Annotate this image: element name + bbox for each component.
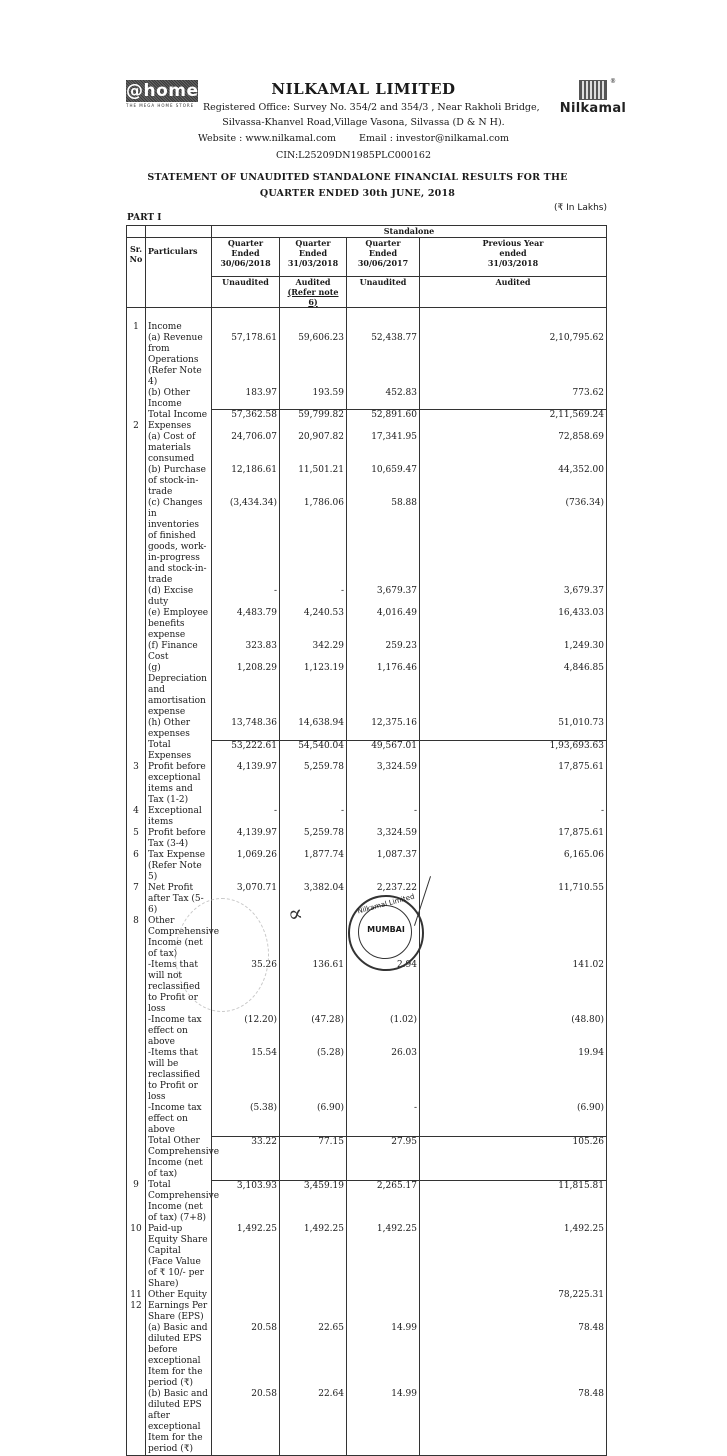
particulars-cell: (b) Other Income bbox=[146, 388, 212, 410]
particulars-cell: Profit before Tax (3-4) bbox=[146, 828, 212, 850]
value-cell: 72,858.69 bbox=[420, 432, 607, 465]
value-cell bbox=[420, 916, 607, 960]
table-row bbox=[127, 432, 607, 465]
sr-no-cell bbox=[127, 1136, 146, 1180]
particulars-cell: Income bbox=[146, 322, 212, 333]
value-cell: 1,492.25 bbox=[420, 1224, 607, 1257]
column-note: (Refer note 6) bbox=[287, 286, 339, 307]
value-cell bbox=[212, 322, 280, 333]
sr-no-cell bbox=[127, 432, 146, 465]
value-cell: 78.48 bbox=[420, 1323, 607, 1389]
particulars-cell: (c) Changes in inventories of finished goods, work-in-progress and stock-in-trade bbox=[146, 498, 212, 586]
sr-no-cell bbox=[127, 663, 146, 718]
sr-no-cell bbox=[127, 333, 146, 388]
particulars-header-bottom bbox=[146, 276, 212, 307]
column-audit-status: Unaudited bbox=[222, 276, 269, 287]
column-header-line1: Previous Year bbox=[482, 238, 544, 248]
table-row bbox=[127, 663, 607, 718]
table-row bbox=[127, 410, 607, 422]
particulars-cell: (d) Excise duty bbox=[146, 586, 212, 608]
column-status bbox=[212, 276, 280, 307]
sr-no-cell: 6 bbox=[127, 850, 146, 883]
value-cell: 16,433.03 bbox=[420, 608, 607, 641]
value-cell: 20,907.82 bbox=[280, 432, 347, 465]
table-row bbox=[127, 498, 607, 586]
value-cell bbox=[212, 1257, 280, 1290]
value-cell: 22.65 bbox=[280, 1323, 347, 1389]
part-label: PART I bbox=[127, 213, 162, 223]
sr-no-cell: 3 bbox=[127, 762, 146, 806]
column-header-line1: Quarter bbox=[227, 238, 264, 248]
value-cell: 17,875.61 bbox=[420, 762, 607, 806]
value-cell: 3,679.37 bbox=[347, 586, 420, 608]
value-cell: 10,659.47 bbox=[347, 465, 420, 498]
value-cell: (6.90) bbox=[280, 1103, 347, 1136]
value-cell: 19.94 bbox=[420, 1048, 607, 1103]
column-header bbox=[280, 238, 347, 277]
value-cell: (47.28) bbox=[280, 1015, 347, 1048]
column-status bbox=[420, 276, 607, 307]
sr-no-cell bbox=[127, 1103, 146, 1136]
value-cell: - bbox=[280, 806, 347, 828]
value-cell bbox=[212, 421, 280, 432]
value-cell: 59,799.82 bbox=[280, 410, 347, 422]
value-cell: - bbox=[280, 586, 347, 608]
value-cell bbox=[347, 1257, 420, 1290]
value-cell: 1,249.30 bbox=[420, 641, 607, 663]
value-cell: 11,501.21 bbox=[280, 465, 347, 498]
sr-header-bottom bbox=[127, 276, 146, 307]
column-header-date: 30/06/2018 bbox=[220, 258, 271, 268]
particulars-cell: Earnings Per Share (EPS) bbox=[146, 1301, 212, 1323]
sr-no-cell bbox=[127, 586, 146, 608]
particulars-cell: (b) Basic and diluted EPS after exceptional Item for the period (₹) bbox=[146, 1389, 212, 1456]
value-cell: (1.02) bbox=[347, 1015, 420, 1048]
table-row bbox=[127, 828, 607, 850]
particulars-cell: (h) Other expenses bbox=[146, 718, 212, 740]
company-name: NILKAMAL LIMITED bbox=[271, 80, 456, 98]
cin: CIN:L25209DN1985PLC000162 bbox=[275, 150, 432, 161]
sr-no-header: Sr. No bbox=[127, 238, 146, 277]
stamp-ring-text: Nilkamal Limited bbox=[356, 892, 416, 916]
value-cell: 17,341.95 bbox=[347, 432, 420, 465]
value-cell bbox=[280, 1257, 347, 1290]
value-cell: 52,891.60 bbox=[347, 410, 420, 422]
address-line-2: Silvassa-Khanvel Road,Village Vasona, Silvassa (D & N H). bbox=[222, 117, 505, 128]
value-cell: 14.99 bbox=[347, 1323, 420, 1389]
value-cell: 4,139.97 bbox=[212, 762, 280, 806]
value-cell: 24,706.07 bbox=[212, 432, 280, 465]
column-header-date: 31/03/2018 bbox=[487, 258, 539, 268]
particulars-cell: (a) Basic and diluted EPS before exceptional Item for the period (₹) bbox=[146, 1323, 212, 1389]
particulars-cell: Expenses bbox=[146, 421, 212, 432]
column-header-line2: Ended bbox=[298, 248, 328, 258]
table-row bbox=[127, 608, 607, 641]
value-cell: 2.94 bbox=[347, 960, 420, 1015]
sr-no-cell bbox=[127, 388, 146, 410]
particulars-cell: Other Equity bbox=[146, 1290, 212, 1301]
value-cell: 193.59 bbox=[280, 388, 347, 410]
sr-no-cell bbox=[127, 410, 146, 422]
value-cell bbox=[347, 1290, 420, 1301]
value-cell: 4,240.53 bbox=[280, 608, 347, 641]
table-row bbox=[127, 1290, 607, 1301]
column-audit-status: Audited bbox=[495, 276, 531, 287]
particulars-cell: -Items that will be reclassified to Profit or loss bbox=[146, 1048, 212, 1103]
value-cell: 141.02 bbox=[420, 960, 607, 1015]
value-cell: 5,259.78 bbox=[280, 762, 347, 806]
particulars-cell: -Items that will not reclassified to Profit or loss bbox=[146, 960, 212, 1015]
particulars-cell: (g) Depreciation and amortisation expense bbox=[146, 663, 212, 718]
value-cell: 105.26 bbox=[420, 1136, 607, 1180]
value-cell: (48.80) bbox=[420, 1015, 607, 1048]
value-cell: 1,123.19 bbox=[280, 663, 347, 718]
sr-no-cell: 12 bbox=[127, 1301, 146, 1323]
table-body bbox=[127, 307, 607, 1456]
sr-header-spacer bbox=[127, 226, 146, 238]
value-cell: 57,178.61 bbox=[212, 333, 280, 388]
column-header bbox=[212, 238, 280, 277]
statement-title-line-1: STATEMENT OF UNAUDITED STANDALONE FINANCIAL RESULTS FOR THE bbox=[147, 172, 568, 183]
table-row bbox=[127, 1136, 607, 1180]
value-cell: 57,362.58 bbox=[212, 410, 280, 422]
sr-no-cell: 4 bbox=[127, 806, 146, 828]
particulars-header-spacer bbox=[146, 226, 212, 238]
value-cell: 26.03 bbox=[347, 1048, 420, 1103]
value-cell bbox=[347, 421, 420, 432]
value-cell: 33.22 bbox=[212, 1136, 280, 1180]
sr-no-cell bbox=[127, 1323, 146, 1389]
particulars-cell: (Face Value of ₹ 10/- per Share) bbox=[146, 1257, 212, 1290]
email: Email : investor@nilkamal.com bbox=[359, 133, 509, 144]
value-cell: 3,070.71 bbox=[212, 883, 280, 916]
value-cell: 77.15 bbox=[280, 1136, 347, 1180]
column-header-line1: Quarter bbox=[365, 238, 401, 248]
particulars-cell: Paid-up Equity Share Capital bbox=[146, 1224, 212, 1257]
value-cell: 3,103.93 bbox=[212, 1180, 280, 1224]
faded-seal bbox=[175, 898, 269, 1012]
stamp-city: MUMBAI bbox=[367, 925, 405, 934]
value-cell: 1,087.37 bbox=[347, 850, 420, 883]
sr-no-cell: 9 bbox=[127, 1180, 146, 1224]
value-cell: - bbox=[212, 586, 280, 608]
value-cell: 35.26 bbox=[212, 960, 280, 1015]
value-cell: 15.54 bbox=[212, 1048, 280, 1103]
table-row bbox=[127, 1103, 607, 1136]
sr-no-cell: 10 bbox=[127, 1224, 146, 1257]
registered-mark: ® bbox=[610, 78, 616, 85]
particulars-cell: (e) Employee benefits expense bbox=[146, 608, 212, 641]
value-cell: 452.83 bbox=[347, 388, 420, 410]
value-cell: 2,265.17 bbox=[347, 1180, 420, 1224]
sr-no-cell: 5 bbox=[127, 828, 146, 850]
value-cell bbox=[212, 1290, 280, 1301]
value-cell: 1,176.46 bbox=[347, 663, 420, 718]
table-row bbox=[127, 333, 607, 388]
contact-line bbox=[0, 133, 717, 144]
column-status bbox=[280, 276, 347, 307]
value-cell: 2,237.22 bbox=[347, 883, 420, 916]
column-header bbox=[347, 238, 420, 277]
value-cell: 44,352.00 bbox=[420, 465, 607, 498]
value-cell: 4,846.85 bbox=[420, 663, 607, 718]
table-row bbox=[127, 1015, 607, 1048]
column-header bbox=[420, 238, 607, 277]
value-cell: - bbox=[212, 806, 280, 828]
value-cell: (5.38) bbox=[212, 1103, 280, 1136]
value-cell: 2,10,795.62 bbox=[420, 333, 607, 388]
value-cell: (6.90) bbox=[420, 1103, 607, 1136]
home-logo-text: @home bbox=[126, 81, 199, 101]
sr-no-cell bbox=[127, 960, 146, 1015]
value-cell: 2,11,569.24 bbox=[420, 410, 607, 422]
units-label: (₹ In Lakhs) bbox=[554, 203, 607, 213]
column-audit-status: Unaudited bbox=[359, 276, 407, 287]
particulars-cell: Total Income bbox=[146, 410, 212, 422]
value-cell: 323.83 bbox=[212, 641, 280, 663]
particulars-cell: Tax Expense (Refer Note 5) bbox=[146, 850, 212, 883]
sr-no-cell: 1 bbox=[127, 322, 146, 333]
value-cell: 1,492.25 bbox=[280, 1224, 347, 1257]
standalone-header: Standalone bbox=[212, 226, 607, 238]
value-cell: 58.88 bbox=[347, 498, 420, 586]
value-cell: - bbox=[347, 1103, 420, 1136]
particulars-cell: -Income tax effect on above bbox=[146, 1015, 212, 1048]
value-cell: 1,877.74 bbox=[280, 850, 347, 883]
sr-no-cell bbox=[127, 1048, 146, 1103]
column-header-line2: ended bbox=[499, 248, 527, 258]
value-cell: 1,492.25 bbox=[212, 1224, 280, 1257]
sr-no-cell: 2 bbox=[127, 421, 146, 432]
value-cell: 5,259.78 bbox=[280, 828, 347, 850]
value-cell: 1,492.25 bbox=[347, 1224, 420, 1257]
particulars-cell: Profit before exceptional items and Tax (1-2) bbox=[146, 762, 212, 806]
particulars-cell: (f) Finance Cost bbox=[146, 641, 212, 663]
value-cell: 11,815.81 bbox=[420, 1180, 607, 1224]
value-cell bbox=[420, 322, 607, 333]
column-header-line2: Ended bbox=[368, 248, 398, 258]
value-cell: 78.48 bbox=[420, 1389, 607, 1456]
value-cell: 14,638.94 bbox=[280, 718, 347, 740]
value-cell: (12.20) bbox=[212, 1015, 280, 1048]
value-cell: - bbox=[420, 806, 607, 828]
value-cell: 54,540.04 bbox=[280, 740, 347, 762]
table-row bbox=[127, 465, 607, 498]
table-row bbox=[127, 1224, 607, 1257]
table-row bbox=[127, 421, 607, 432]
particulars-cell: -Income tax effect on above bbox=[146, 1103, 212, 1136]
value-cell: 773.62 bbox=[420, 388, 607, 410]
value-cell: 27.95 bbox=[347, 1136, 420, 1180]
table-row bbox=[127, 1389, 607, 1456]
sr-no-cell bbox=[127, 740, 146, 762]
value-cell: 3,324.59 bbox=[347, 762, 420, 806]
value-cell: 49,567.01 bbox=[347, 740, 420, 762]
particulars-cell: (a) Cost of materials consumed bbox=[146, 432, 212, 465]
value-cell bbox=[420, 1301, 607, 1323]
column-audit-status: Audited bbox=[295, 276, 331, 287]
value-cell: 6,165.06 bbox=[420, 850, 607, 883]
table-row bbox=[127, 850, 607, 883]
particulars-cell: Total Other Comprehensive Income (net of tax) bbox=[146, 1136, 212, 1180]
table-row bbox=[127, 1323, 607, 1389]
value-cell: (5.28) bbox=[280, 1048, 347, 1103]
value-cell: 3,459.19 bbox=[280, 1180, 347, 1224]
table-row bbox=[127, 740, 607, 762]
address-line-1: Registered Office: Survey No. 354/2 and 354/3 , Near Rakholi Bridge, bbox=[203, 102, 540, 113]
particulars-cell: Total Expenses bbox=[146, 740, 212, 762]
value-cell: 1,069.26 bbox=[212, 850, 280, 883]
value-cell: 1,208.29 bbox=[212, 663, 280, 718]
nilkamal-wordmark: Nilkamal bbox=[559, 101, 627, 116]
value-cell: (736.34) bbox=[420, 498, 607, 586]
table-row bbox=[127, 1180, 607, 1224]
value-cell: 4,016.49 bbox=[347, 608, 420, 641]
sr-no-cell bbox=[127, 718, 146, 740]
table-row bbox=[127, 806, 607, 828]
value-cell bbox=[347, 322, 420, 333]
value-cell: 52,438.77 bbox=[347, 333, 420, 388]
column-header-line2: Ended bbox=[231, 248, 260, 258]
particulars-header: Particulars bbox=[146, 238, 212, 277]
sr-no-cell: 7 bbox=[127, 883, 146, 916]
particulars-cell: Total Comprehensive Income (net of tax) (7+8) bbox=[146, 1180, 212, 1224]
signature: ∝ bbox=[285, 900, 305, 929]
value-cell: (3,434.34) bbox=[212, 498, 280, 586]
sr-no-cell bbox=[127, 608, 146, 641]
value-cell bbox=[347, 1301, 420, 1323]
value-cell bbox=[280, 322, 347, 333]
value-cell: 20.58 bbox=[212, 1389, 280, 1456]
sr-no-cell bbox=[127, 1257, 146, 1290]
sr-no-cell: 11 bbox=[127, 1290, 146, 1301]
value-cell: 3,324.59 bbox=[347, 828, 420, 850]
table-row bbox=[127, 718, 607, 740]
particulars-cell: (b) Purchase of stock-in-trade bbox=[146, 465, 212, 498]
value-cell: 4,483.79 bbox=[212, 608, 280, 641]
column-header-line1: Quarter bbox=[295, 238, 331, 248]
website: Website : www.nilkamal.com bbox=[198, 133, 336, 144]
column-header-date: 31/03/2018 bbox=[287, 258, 339, 268]
statement-title-line-2: QUARTER ENDED 30th JUNE, 2018 bbox=[259, 188, 456, 199]
sr-no-cell bbox=[127, 1389, 146, 1456]
column-status bbox=[347, 276, 420, 307]
value-cell: 20.58 bbox=[212, 1323, 280, 1389]
table-row bbox=[127, 1048, 607, 1103]
sr-no-cell bbox=[127, 641, 146, 663]
value-cell: 53,222.61 bbox=[212, 740, 280, 762]
value-cell bbox=[420, 1257, 607, 1290]
value-cell: - bbox=[347, 806, 420, 828]
value-cell: 183.97 bbox=[212, 388, 280, 410]
column-header-date: 30/06/2017 bbox=[357, 258, 409, 268]
sr-no-cell bbox=[127, 498, 146, 586]
particulars-cell: (a) Revenue from Operations (Refer Note 4) bbox=[146, 333, 212, 388]
table-row bbox=[127, 1301, 607, 1323]
value-cell: 17,875.61 bbox=[420, 828, 607, 850]
value-cell bbox=[420, 421, 607, 432]
value-cell bbox=[212, 1301, 280, 1323]
particulars-cell: Other Comprehensive Income (net of tax) bbox=[146, 916, 212, 960]
value-cell: 14.99 bbox=[347, 1389, 420, 1456]
value-cell: 12,375.16 bbox=[347, 718, 420, 740]
home-logo-tagline: THE MEGA HOME STORE bbox=[126, 103, 195, 108]
sr-no-cell bbox=[127, 465, 146, 498]
company-stamp bbox=[348, 892, 424, 971]
value-cell bbox=[280, 1301, 347, 1323]
table-row bbox=[127, 322, 607, 333]
value-cell: 136.61 bbox=[280, 960, 347, 1015]
financial-results-table bbox=[126, 225, 607, 1456]
value-cell: 22.64 bbox=[280, 1389, 347, 1456]
value-cell: 4,139.97 bbox=[212, 828, 280, 850]
table-row bbox=[127, 762, 607, 806]
table-row bbox=[127, 641, 607, 663]
value-cell: 78,225.31 bbox=[420, 1290, 607, 1301]
value-cell: 3,679.37 bbox=[420, 586, 607, 608]
value-cell: 259.23 bbox=[347, 641, 420, 663]
value-cell: 51,010.73 bbox=[420, 718, 607, 740]
value-cell: 12,186.61 bbox=[212, 465, 280, 498]
value-cell: 342.29 bbox=[280, 641, 347, 663]
table-row bbox=[127, 1257, 607, 1290]
value-cell bbox=[280, 1290, 347, 1301]
value-cell: 11,710.55 bbox=[420, 883, 607, 916]
value-cell: 59,606.23 bbox=[280, 333, 347, 388]
value-cell: 3,382.04 bbox=[280, 883, 347, 916]
table-row bbox=[127, 586, 607, 608]
sr-no-cell: 8 bbox=[127, 916, 146, 960]
value-cell bbox=[280, 421, 347, 432]
particulars-cell: Net Profit after Tax (5-6) bbox=[146, 883, 212, 916]
value-cell: 1,786.06 bbox=[280, 498, 347, 586]
table-row bbox=[127, 388, 607, 410]
sr-no-cell bbox=[127, 1015, 146, 1048]
particulars-cell: Exceptional items bbox=[146, 806, 212, 828]
value-cell: 13,748.36 bbox=[212, 718, 280, 740]
value-cell: 1,93,693.63 bbox=[420, 740, 607, 762]
